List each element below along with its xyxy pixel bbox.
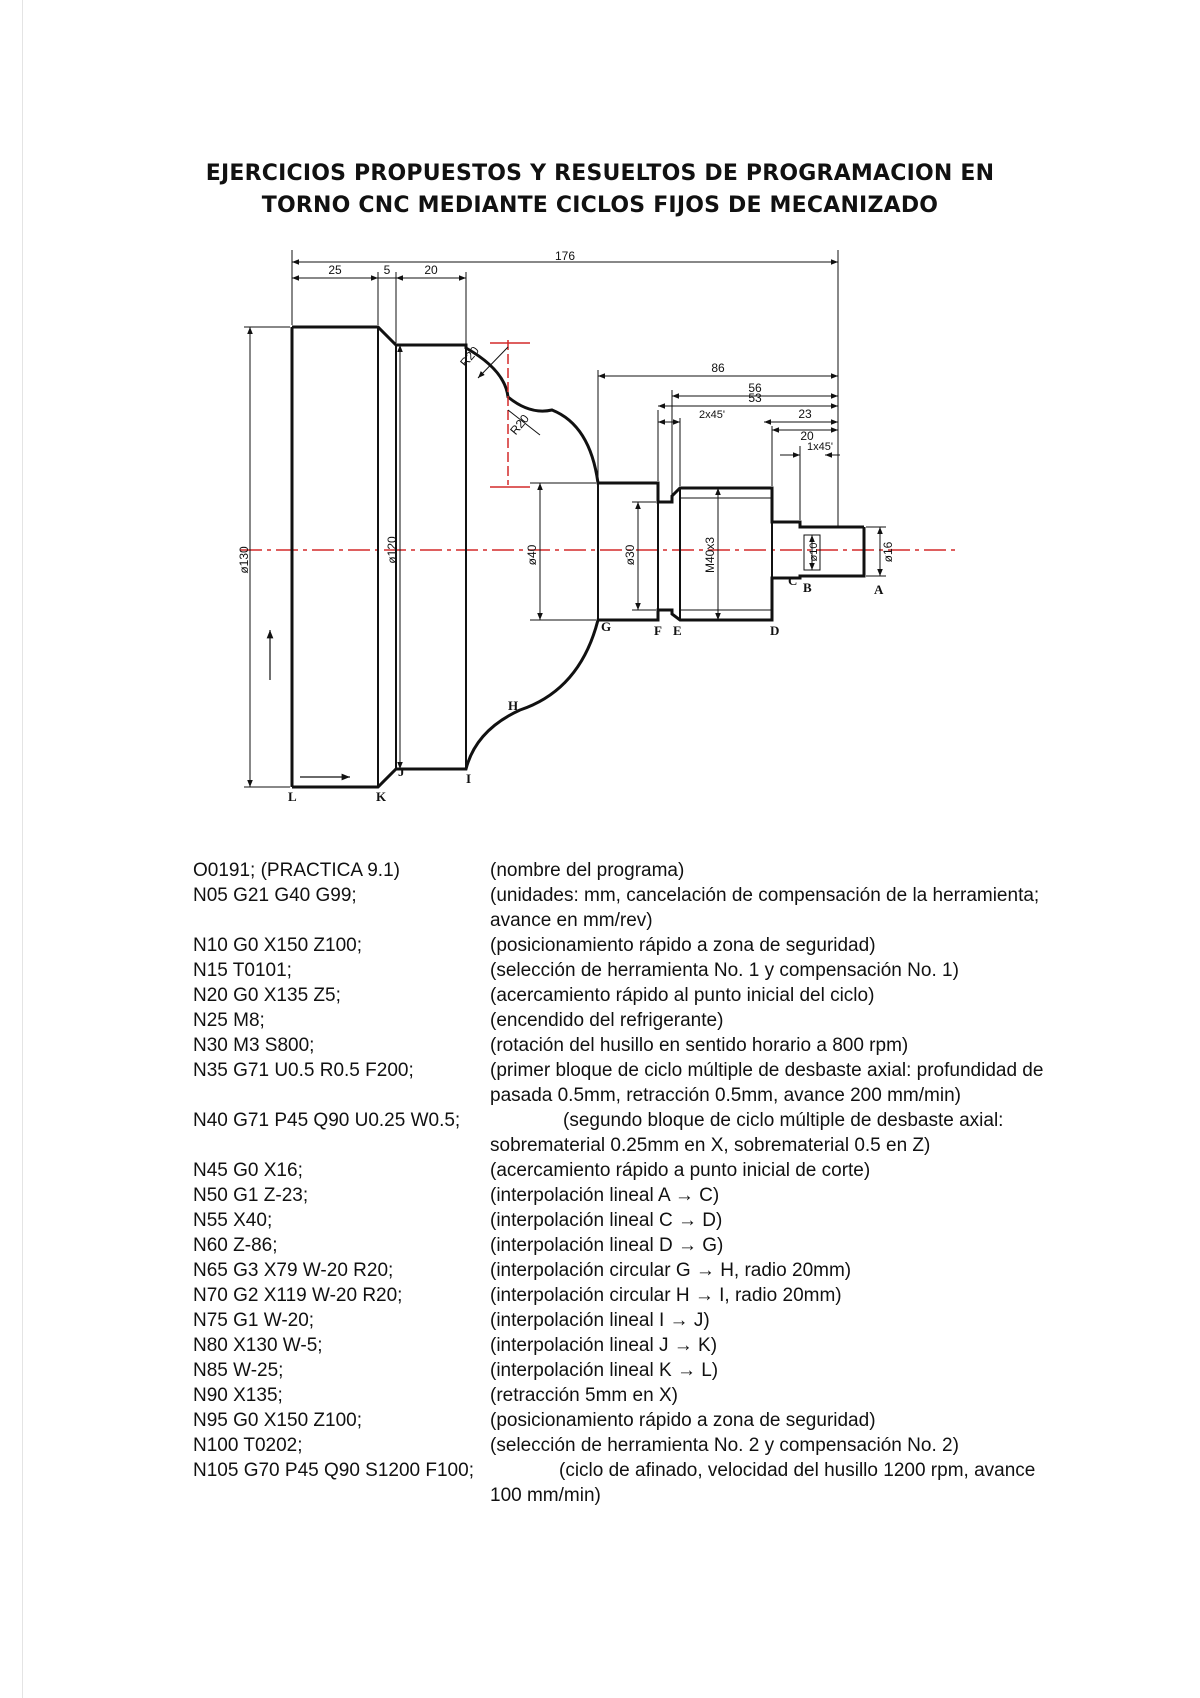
point-G: G (601, 619, 612, 634)
program-line (193, 1383, 1108, 1408)
dim-25: 25 (328, 263, 342, 277)
point-H: H (508, 698, 519, 713)
program-code: N35 G71 U0.5 R0.5 F200; (193, 1060, 414, 1081)
program-comment (490, 883, 1108, 933)
program-code: N05 G21 G40 G99; (193, 885, 357, 906)
program-line (193, 1108, 1108, 1158)
program-comment-continuation: sobrematerial 0.25mm en X, sobrematerial 0.5 en Z) (490, 1135, 931, 1156)
program-comment-text: (unidades: mm, cancelación de compensación de la herramienta; (490, 885, 1040, 906)
dim-dia-40: ø40 (525, 544, 539, 566)
r20-leader-1 (478, 347, 508, 378)
program-code: N40 G71 P45 Q90 U0.25 W0.5; (193, 1110, 461, 1131)
program-code: N30 M3 S800; (193, 1035, 315, 1056)
program-code: N25 M8; (193, 1010, 265, 1031)
program-line (193, 1433, 1108, 1458)
dim-dia-30: ø30 (623, 544, 637, 566)
program-line (193, 1458, 1108, 1508)
program-comment: (interpolación circular G → H, radio 20mm) (490, 1260, 852, 1281)
program-comment: (posicionamiento rápido a zona de seguridad) (490, 935, 876, 956)
dim-dia-120: ø120 (385, 536, 399, 564)
program-comment (490, 1058, 1108, 1108)
program-comment-continuation: 100 mm/min) (490, 1485, 601, 1506)
program-comment-continuation: pasada 0.5mm, retracción 0.5mm, avance 200 mm/min) (490, 1085, 961, 1106)
program-code: N85 W-25; (193, 1360, 284, 1381)
dim-r20-upper: R20 (457, 343, 483, 370)
point-D: D (770, 623, 780, 638)
program-line (193, 883, 1108, 933)
program-comment: (retracción 5mm en X) (490, 1385, 678, 1406)
point-J: J (398, 764, 405, 779)
cnc-program-listing (193, 858, 1108, 1508)
program-code: N50 G1 Z-23; (193, 1185, 309, 1206)
program-line (193, 1033, 1108, 1058)
program-line (193, 1358, 1108, 1383)
program-comment-text: (segundo bloque de ciclo múltiple de desbaste axial: (563, 1110, 1004, 1131)
program-code: N90 X135; (193, 1385, 283, 1406)
program-comment: (interpolación circular H → I, radio 20mm) (490, 1285, 842, 1306)
program-comment: (interpolación lineal J → K) (490, 1335, 718, 1356)
program-comment-text: (primer bloque de ciclo múltiple de desbaste axial: profundidad de (490, 1060, 1044, 1081)
page-edge (22, 0, 23, 1698)
lathe-part-drawing (237, 249, 960, 810)
program-line (193, 1233, 1108, 1258)
program-line (193, 958, 1108, 983)
point-I: I (466, 771, 472, 786)
dim-5: 5 (383, 263, 391, 277)
program-code: N95 G0 X150 Z100; (193, 1410, 362, 1431)
point-K: K (376, 789, 387, 804)
dim-total: 176 (554, 249, 576, 263)
dim-20b: 20 (800, 429, 814, 443)
title-line-1: EJERCICIOS PROPUESTOS Y RESUELTOS DE PROGRAMACION EN (205, 161, 995, 186)
program-code: N20 G0 X135 Z5; (193, 985, 341, 1006)
dim-r20-lower: R20 (507, 411, 533, 438)
point-A: A (874, 582, 884, 597)
program-comment: (interpolación lineal I → J) (490, 1310, 710, 1331)
program-code: O0191; (PRACTICA 9.1) (193, 860, 400, 881)
program-line (193, 1258, 1108, 1283)
program-line (193, 933, 1108, 958)
program-comment: (acercamiento rápido al punto inicial del ciclo) (490, 985, 875, 1006)
program-line (193, 1058, 1108, 1108)
program-comment: (selección de herramienta No. 2 y compensación No. 2) (490, 1435, 959, 1456)
dim-56: 56 (748, 381, 762, 395)
program-line (193, 858, 1108, 883)
program-comment (490, 1458, 1108, 1508)
dim-dia-16: ø16 (881, 541, 895, 563)
point-E: E (673, 623, 682, 638)
program-line (193, 1283, 1108, 1308)
dim-53: 53 (748, 391, 762, 405)
title-line-2: TORNO CNC MEDIANTE CICLOS FIJOS DE MECANIZADO (261, 193, 939, 218)
point-B: B (803, 580, 812, 595)
page-title (140, 158, 1060, 222)
program-comment-continuation: avance en mm/rev) (490, 910, 653, 931)
program-comment: (acercamiento rápido a punto inicial de corte) (490, 1160, 871, 1181)
program-comment (490, 1108, 1108, 1158)
program-line (193, 1333, 1108, 1358)
program-line (193, 1208, 1108, 1233)
point-F: F (654, 623, 662, 638)
program-code: N70 G2 X119 W-20 R20; (193, 1285, 403, 1306)
program-comment: (interpolación lineal C → D) (490, 1210, 723, 1231)
dim-dia-10: ø10 (808, 542, 820, 562)
program-line (193, 1008, 1108, 1033)
program-code: N55 X40; (193, 1210, 273, 1231)
dim-86: 86 (711, 361, 725, 375)
program-code: N80 X130 W-5; (193, 1335, 323, 1356)
program-code: N60 Z-86; (193, 1235, 278, 1256)
dim-thread-m40x3: M40x3 (703, 536, 717, 574)
program-comment-text: (ciclo de afinado, velocidad del husillo 1200 rpm, avance (559, 1460, 1036, 1481)
program-code: N75 G1 W-20; (193, 1310, 315, 1331)
dim-20a: 20 (424, 263, 438, 277)
dim-chamfer-1x45: 1x45' (807, 441, 833, 453)
program-code: N45 G0 X16; (193, 1160, 303, 1181)
program-line (193, 1308, 1108, 1333)
program-code: N105 G70 P45 Q90 S1200 F100; (193, 1460, 474, 1481)
program-code: N100 T0202; (193, 1435, 303, 1456)
program-comment: (posicionamiento rápido a zona de seguridad) (490, 1410, 876, 1431)
program-line (193, 1408, 1108, 1433)
program-code: N15 T0101; (193, 960, 292, 981)
program-comment: (rotación del husillo en sentido horario a 800 rpm) (490, 1035, 909, 1056)
dim-chamfer-2x45: 2x45' (699, 409, 725, 421)
program-comment: (encendido del refrigerante) (490, 1010, 724, 1031)
program-line (193, 1158, 1108, 1183)
program-comment: (interpolación lineal K → L) (490, 1360, 719, 1381)
program-code: N10 G0 X150 Z100; (193, 935, 362, 956)
program-comment: (interpolación lineal D → G) (490, 1235, 724, 1256)
program-code: N65 G3 X79 W-20 R20; (193, 1260, 394, 1281)
dim-dia-130: ø130 (237, 546, 251, 574)
program-comment: (nombre del programa) (490, 860, 685, 881)
dim-23: 23 (798, 407, 812, 421)
program-comment: (selección de herramienta No. 1 y compensación No. 1) (490, 960, 959, 981)
program-line (193, 983, 1108, 1008)
program-line (193, 1183, 1108, 1208)
point-C: C (788, 573, 798, 588)
point-L: L (288, 789, 297, 804)
program-comment: (interpolación lineal A → C) (490, 1185, 720, 1206)
